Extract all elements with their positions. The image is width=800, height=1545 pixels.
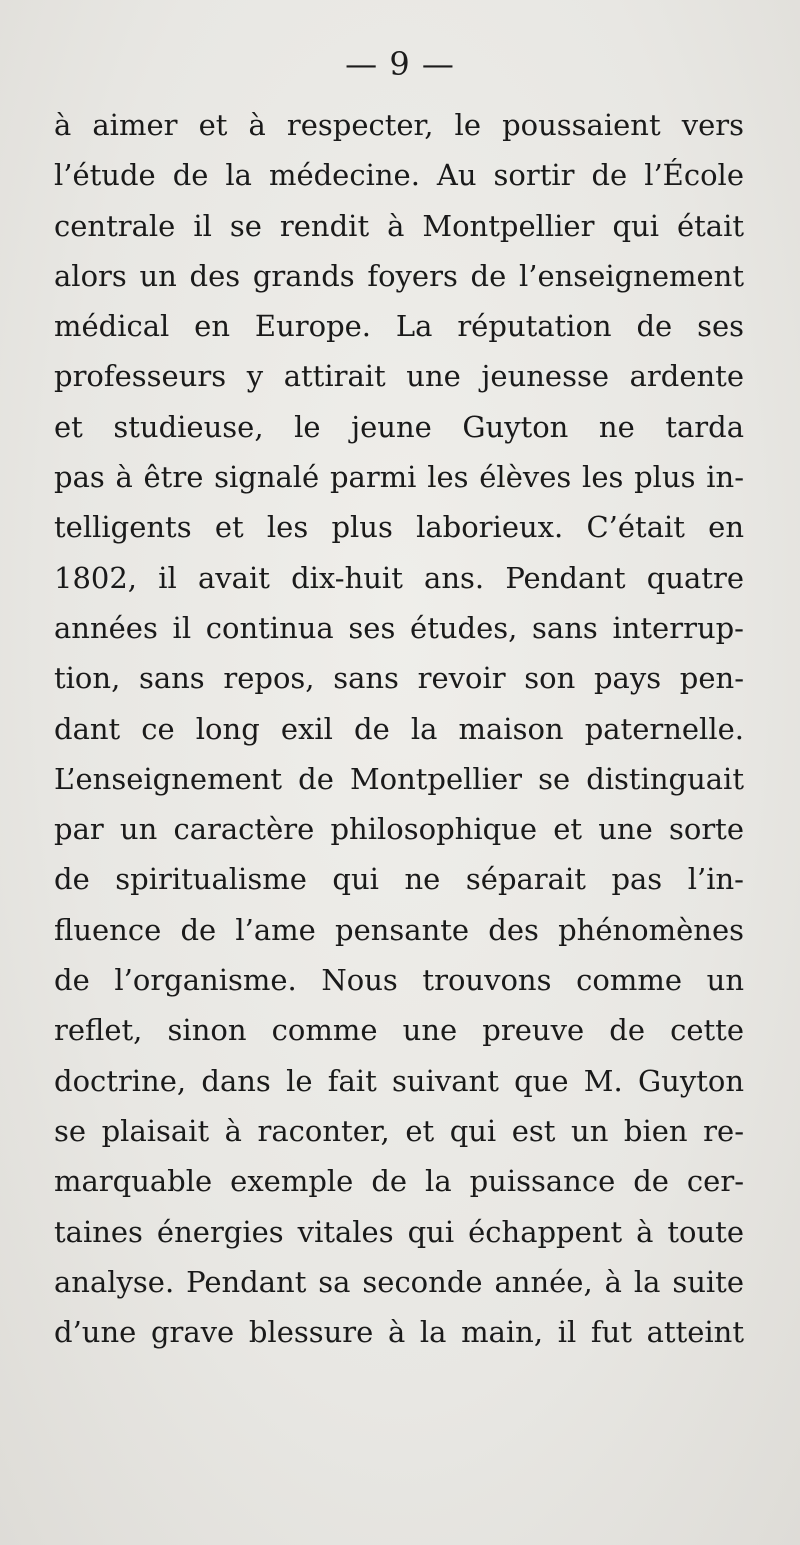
text-line: et studieuse, le jeune Guyton ne tarda: [54, 409, 744, 444]
text-line: médical en Europe. La réputation de ses: [54, 309, 744, 344]
text-line: centrale il se rendit à Montpellier qui était: [54, 208, 744, 243]
text-line: d’une grave blessure à la main, il fut atteint: [54, 1315, 744, 1350]
text-line: doctrine, dans le fait suivant que M. Guyton: [54, 1063, 744, 1098]
text-line: L’enseignement de Montpellier se distinguait: [54, 761, 744, 796]
text-line: tion, sans repos, sans revoir son pays pen-: [54, 661, 744, 696]
text-line: par un caractère philosophique et une sorte: [54, 812, 744, 847]
body-text: [54, 100, 744, 1357]
text-line: fluence de l’ame pensante des phénomènes: [54, 912, 744, 947]
text-line: l’étude de la médecine. Au sortir de l’École: [54, 158, 744, 193]
text-line: pas à être signalé parmi les élèves les plus in-: [54, 460, 744, 495]
text-line: à aimer et à respecter, le poussaient vers: [54, 108, 744, 142]
page-number: — 9 —: [345, 45, 455, 83]
text-line: se plaisait à raconter, et qui est un bien re-: [54, 1113, 744, 1148]
text-line: dant ce long exil de la maison paternelle.: [54, 711, 744, 746]
text-line: taines énergies vitales qui échappent à toute: [54, 1214, 744, 1249]
text-line: années il continua ses études, sans interrup-: [54, 610, 744, 645]
text-line: de spiritualisme qui ne séparait pas l’in-: [54, 862, 744, 897]
text-line: 1802, il avait dix-huit ans. Pendant quatre: [54, 560, 744, 595]
text-line: telligents et les plus laborieux. C’était en: [54, 510, 744, 545]
text-line: marquable exemple de la puissance de cer-: [54, 1164, 744, 1199]
text-line: reflet, sinon comme une preuve de cette: [54, 1013, 744, 1048]
text-line: analyse. Pendant sa seconde année, à la suite: [54, 1264, 744, 1299]
text-line: alors un des grands foyers de l’enseignement: [54, 258, 744, 293]
text-line: professeurs y attirait une jeunesse ardente: [54, 359, 744, 394]
text-line: de l’organisme. Nous trouvons comme un: [54, 963, 744, 998]
